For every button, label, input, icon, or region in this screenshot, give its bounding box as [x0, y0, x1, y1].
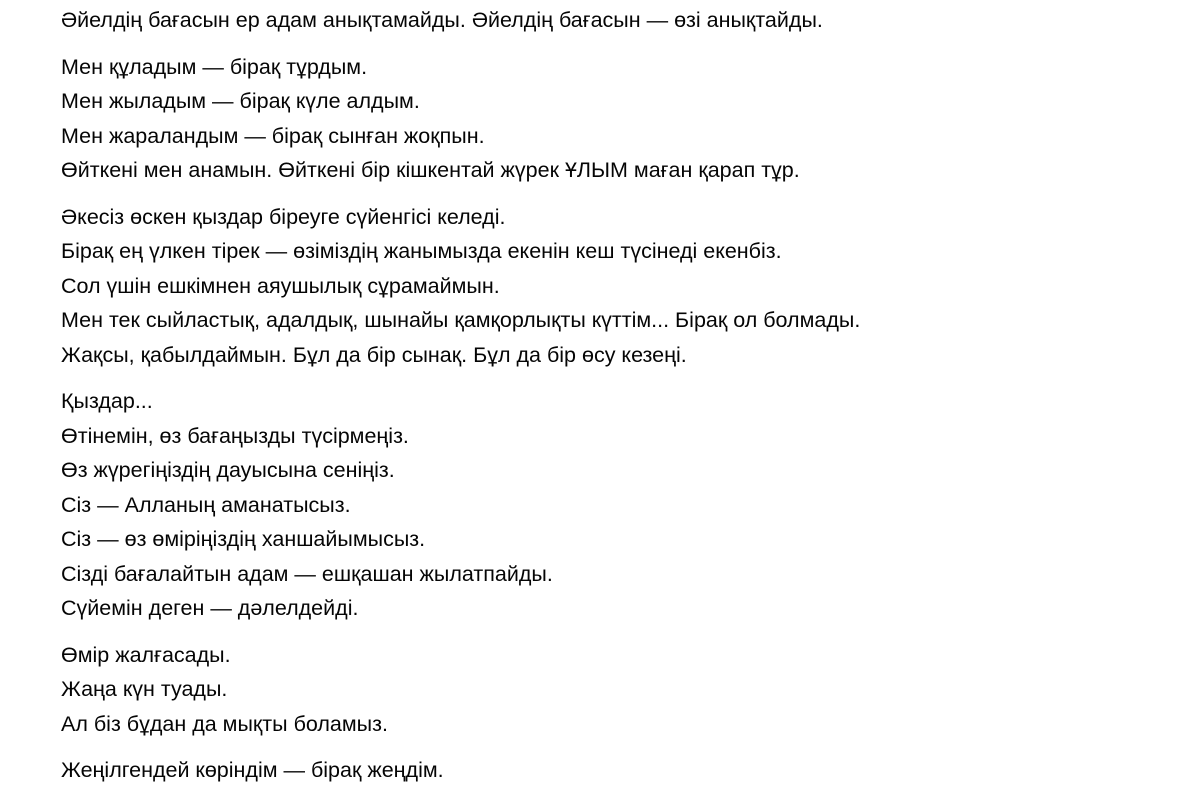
paragraph	[61, 384, 1181, 626]
text-line: Өтінемін, өз бағаңызды түсірмеңіз.	[61, 423, 409, 448]
text-line: Әйелдің бағасын ер адам анықтамайды. Әйелдің бағасын — өзі анықтайды.	[61, 8, 823, 32]
text-line: Қыздар...	[61, 389, 153, 413]
paragraph	[61, 753, 1181, 788]
text-line: Мен тек сыйластық, адалдық, шынайы қамқорлықты күттім... Бірақ ол болмады.	[61, 308, 861, 332]
text-line: Әкесіз өскен қыздар біреуге сүйенгісі келеді.	[61, 204, 506, 229]
paragraph	[61, 3, 1181, 38]
text-line: Жақсы, қабылдаймын. Бұл да бір сынақ. Бұл да бір өсу кезеңі.	[61, 342, 687, 367]
text-line: Сізді бағалайтын адам — ешқашан жылатпайды.	[61, 561, 553, 586]
paragraph	[61, 50, 1181, 188]
paragraph	[61, 638, 1181, 742]
text-line: Мен жыладым — бірақ күле алдым.	[61, 89, 420, 113]
text-line: Сол үшін ешкімнен аяушылық сұрамаймын.	[61, 273, 500, 298]
text-line: Жеңілгендей көріндім — бірақ жеңдім.	[61, 758, 444, 782]
text-line: Сүйемін деген — дәлелдейді.	[61, 596, 359, 620]
post-text	[61, 3, 1181, 800]
text-line: Бірақ ең үлкен тірек — өзіміздің жанымызда екенін кеш түсінеді екенбіз.	[61, 239, 782, 263]
text-line: Өйткені мен анамын. Өйткені бір кішкентай жүрек ҰЛЫМ маған қарап тұр.	[61, 158, 800, 182]
text-line: Мен жараландым — бірақ сынған жоқпын.	[61, 123, 485, 148]
text-line: Жаңа күн туады.	[61, 677, 228, 701]
text-line: Сіз — өз өміріңіздің ханшайымысыз.	[61, 527, 426, 551]
text-line: Сіз — Алланың аманатысыз.	[61, 492, 351, 517]
text-line: Мен құладым — бірақ тұрдым.	[61, 54, 368, 79]
text-line: Өмір жалғасады.	[61, 642, 231, 667]
text-line: Ал біз бұдан да мықты боламыз.	[61, 711, 388, 736]
paragraph	[61, 200, 1181, 373]
text-line: Өз жүрегіңіздің дауысына сеніңіз.	[61, 458, 395, 482]
